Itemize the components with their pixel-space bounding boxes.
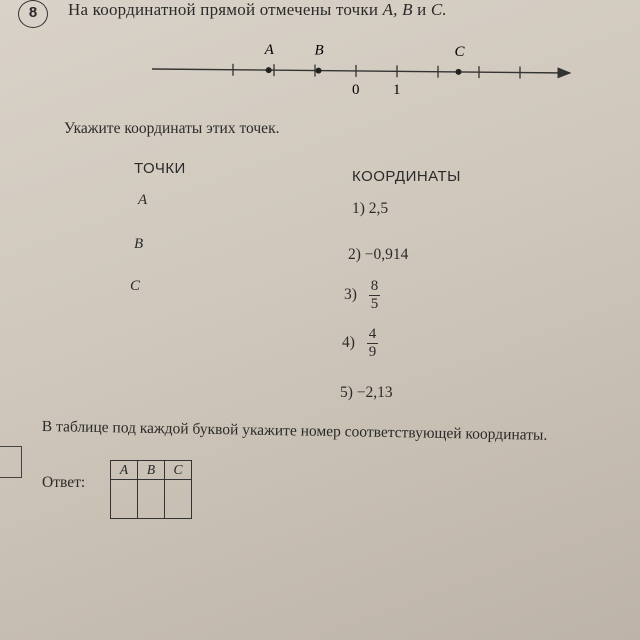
answer-header-b: B xyxy=(138,461,165,480)
statement-text: На координатной прямой отмечены точки xyxy=(68,0,379,19)
question-number: 8 xyxy=(18,0,48,28)
answer-label: Ответ: xyxy=(42,474,86,491)
fraction-numerator: 8 xyxy=(370,278,379,294)
tick-label-zero: 0 xyxy=(352,82,360,98)
option-fraction xyxy=(369,278,381,313)
option-1 xyxy=(352,200,388,218)
number-line-point-label: C xyxy=(454,43,465,60)
point-label-a: A xyxy=(138,192,148,208)
point-label-b: B xyxy=(134,236,144,252)
statement-point-c: C. xyxy=(430,0,447,19)
option-number: 4) xyxy=(342,334,355,352)
option-number: 2) xyxy=(348,246,361,263)
answer-cell-b[interactable] xyxy=(138,480,165,519)
option-value: 2,5 xyxy=(368,200,389,217)
number-line-axis xyxy=(152,69,570,73)
option-number: 1) xyxy=(352,200,365,217)
option-4 xyxy=(342,326,378,361)
number-line xyxy=(150,36,580,106)
points-header: ТОЧКИ xyxy=(134,160,186,177)
fraction-denominator: 5 xyxy=(370,296,379,312)
fraction-numerator: 4 xyxy=(368,326,377,342)
option-5 xyxy=(340,384,393,402)
instruction: Укажите координаты этих точек. xyxy=(64,120,280,137)
statement-point-b: B xyxy=(402,0,413,19)
answer-table xyxy=(110,460,192,519)
number-line-point xyxy=(456,69,462,75)
final-instruction: В таблице под каждой буквой укажите номер соответствующей координаты. xyxy=(41,418,548,444)
option-number: 5) xyxy=(340,384,353,401)
fraction-denominator: 9 xyxy=(368,344,377,360)
answer-cell-c[interactable] xyxy=(165,480,192,519)
number-line-point-label: B xyxy=(314,42,324,59)
option-3 xyxy=(344,278,380,313)
option-2 xyxy=(348,246,408,264)
answer-header-c: C xyxy=(165,461,192,480)
number-line-point-label: A xyxy=(264,42,274,59)
option-fraction xyxy=(367,326,379,361)
option-value: −2,13 xyxy=(356,384,393,401)
answer-header-a: A xyxy=(111,461,138,480)
number-line-point xyxy=(316,68,322,74)
statement-point-a: A, xyxy=(382,0,398,19)
answer-cell-a[interactable] xyxy=(111,480,138,519)
number-line-svg xyxy=(150,36,580,106)
answer-checkbox[interactable] xyxy=(0,446,22,478)
statement-and: и xyxy=(417,0,427,19)
task-statement xyxy=(68,0,447,20)
coordinates-header: КООРДИНАТЫ xyxy=(352,168,461,185)
point-label-c: C xyxy=(130,278,141,294)
number-line-point xyxy=(266,67,272,73)
tick-label-one: 1 xyxy=(393,82,401,98)
option-value: −0,914 xyxy=(364,246,409,263)
option-number: 3) xyxy=(344,286,357,304)
